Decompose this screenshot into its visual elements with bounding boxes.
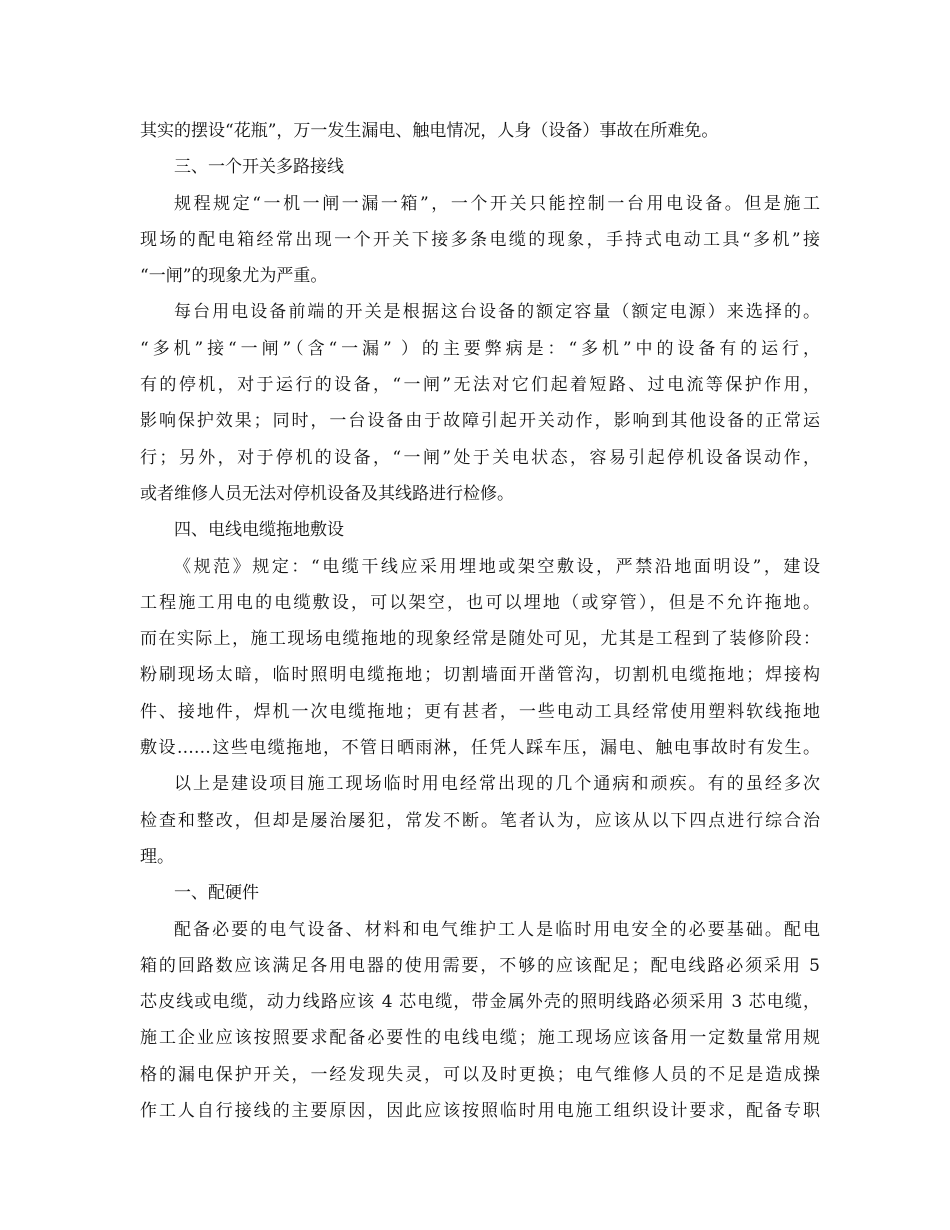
section-heading: 一、配硬件 (174, 883, 259, 904)
paragraph-line: 敷设……这些电缆拖地，不管日晒雨淋，任凭人踩车压，漏电、触电事故时有发生。 (140, 738, 820, 759)
paragraph-line: 工程施工用电的电缆敷设，可以架空，也可以埋地（或穿管），但是不允许拖地。 (140, 592, 820, 613)
paragraph-line: 格的漏电保护开关，一经发现失灵，可以及时更换；电气维修人员的不足是造成操 (140, 1064, 820, 1085)
paragraph-line: 检查和整改，但却是屡治屡犯，常发不断。笔者认为，应该从以下四点进行综合治 (140, 810, 820, 831)
paragraph-line: 其实的摆设“花瓶”，万一发生漏电、触电情况，人身（设备）事故在所难免。 (140, 121, 719, 141)
paragraph-line: “一闸”的现象尤为严重。 (140, 266, 328, 287)
paragraph-line: 规程规定“一机一闸一漏一箱”，一个开关只能控制一台用电设备。但是施工 (174, 193, 820, 214)
paragraph-line: 每台用电设备前端的开关是根据这台设备的额定容量（额定电源）来选择的。 (174, 302, 820, 323)
paragraph-line: 施工企业应该按照要求配备必要性的电线电缆；施工现场应该备用一定数量常用规 (140, 1028, 820, 1049)
paragraph-line: 芯皮线或电缆，动力线路应该 4 芯电缆，带金属外壳的照明线路必须采用 3 芯电缆， (140, 992, 820, 1013)
paragraph-line: 箱的回路数应该满足各用电器的使用需要，不够的应该配足；配电线路必须采用 5 (140, 955, 820, 976)
paragraph-line: 或者维修人员无法对停机设备及其线路进行检修。 (140, 483, 514, 504)
section-heading: 四、电线电缆拖地敷设 (174, 520, 344, 541)
paragraph-line: 有的停机，对于运行的设备，“一闸”无法对它们起着短路、过电流等保护作用， (140, 375, 820, 396)
paragraph-line: 粉刷现场太暗，临时照明电缆拖地；切割墙面开凿管沟，切割机电缆拖地；焊接构 (140, 665, 820, 686)
paragraph-line: 而在实际上，施工现场电缆拖地的现象经常是随处可见，尤其是工程到了装修阶段： (140, 629, 820, 650)
paragraph-line: 以上是建设项目施工现场临时用电经常出现的几个通病和顽疾。有的虽经多次 (174, 774, 820, 795)
paragraph-line: “多机”接“一闸”（含“一漏” ）的主要弊病是：“多机”中的设备有的运行， (140, 338, 820, 359)
paragraph-line: 行；另外，对于停机的设备，“一闸”处于关电状态，容易引起停机设备误动作， (140, 447, 820, 468)
paragraph-line: 作工人自行接线的主要原因，因此应该按照临时用电施工组织设计要求，配备专职 (140, 1101, 820, 1122)
paragraph-line: 理。 (140, 846, 174, 867)
paragraph-line: 《规范》规定：“电缆干线应采用埋地或架空敷设，严禁沿地面明设”，建设 (174, 556, 820, 577)
paragraph-line: 现场的配电箱经常出现一个开关下接多条电缆的现象，手持式电动工具“多机”接 (140, 229, 820, 250)
paragraph-line: 件、接地件，焊机一次电缆拖地；更有甚者，一些电动工具经常使用塑料软线拖地 (140, 701, 820, 722)
document-body (140, 113, 820, 1129)
paragraph-line: 配备必要的电气设备、材料和电气维护工人是临时用电安全的必要基础。配电 (174, 919, 820, 940)
paragraph-line: 影响保护效果；同时，一台设备由于故障引起开关动作，影响到其他设备的正常运 (140, 411, 820, 432)
section-heading: 三、一个开关多路接线 (174, 157, 344, 178)
